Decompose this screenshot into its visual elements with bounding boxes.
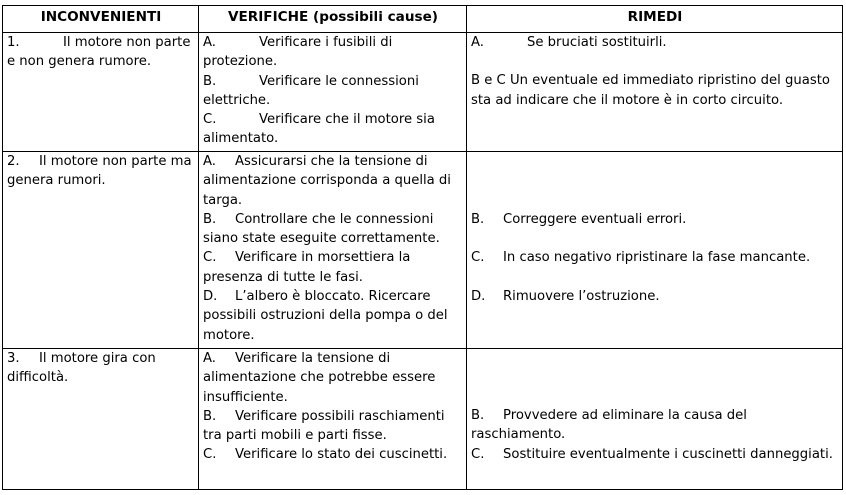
- check-text: Verificare possibili raschiamenti tra parti mobili e parti fisse.: [203, 408, 445, 444]
- check-label: A.: [203, 351, 216, 366]
- check-text: Controllare che le connessioni siano state eseguite correttamente.: [203, 211, 440, 247]
- table-row: [3, 349, 843, 490]
- check-item: [203, 110, 463, 149]
- problem-text: Il motore non parte e non genera rumore.: [7, 35, 191, 70]
- header-rimedi: RIMEDI: [467, 6, 843, 33]
- check-text: Verificare la tensione di alimentazione che potrebbe essere insufficiente.: [203, 351, 436, 405]
- check-label: A.: [203, 154, 216, 169]
- checks-cell: [199, 349, 467, 490]
- header-inconvenienti: INCONVENIENTI: [3, 6, 199, 33]
- remedy-text: Se bruciati sostituirli.: [527, 35, 667, 50]
- remedy-text: Sostituire eventualmente i cuscinetti danneggiati.: [503, 446, 833, 462]
- remedy-text: B e C Un eventuale ed immediato ripristino del guasto sta ad indicare che il motore è in corto circuito.: [471, 73, 830, 108]
- check-item: [203, 349, 463, 407]
- check-label: B.: [203, 408, 217, 424]
- remedies-cell: [467, 349, 843, 490]
- header-row: [3, 6, 843, 33]
- remedy-label: B.: [471, 408, 485, 423]
- check-label: C.: [203, 250, 217, 266]
- table-row: [3, 33, 843, 152]
- problem-text: Il motore non parte ma genera rumori.: [7, 154, 192, 189]
- check-item: [203, 407, 463, 446]
- remedy-label: D.: [471, 288, 486, 304]
- remedy-label: C.: [471, 446, 485, 462]
- problem-number: 1.: [7, 35, 20, 50]
- remedy-text: Correggere eventuali errori.: [503, 212, 687, 227]
- remedy-item: [471, 33, 839, 52]
- check-item: [203, 248, 463, 287]
- check-label: D.: [203, 289, 218, 305]
- remedy-label: B.: [471, 212, 485, 227]
- remedy-item: [471, 210, 839, 229]
- remedy-item: [471, 406, 839, 445]
- check-label: C.: [203, 447, 217, 463]
- remedy-label: C.: [471, 250, 485, 266]
- remedy-label: A.: [471, 35, 484, 50]
- remedy-text: Rimuovere l’ostruzione.: [503, 288, 660, 304]
- check-item: [203, 287, 463, 345]
- troubleshooting-table: [2, 5, 843, 490]
- remedy-item: [471, 445, 839, 464]
- check-label: A.: [203, 35, 216, 50]
- check-text: Verificare i fusibili di protezione.: [203, 35, 393, 70]
- remedy-item: [471, 71, 839, 110]
- check-label: B.: [203, 73, 217, 89]
- check-item: [203, 210, 463, 249]
- problem-number: 3.: [7, 351, 20, 366]
- remedies-cell: [467, 152, 843, 349]
- problem-number: 2.: [7, 154, 20, 169]
- remedies-cell: [467, 33, 843, 152]
- check-label: C.: [203, 112, 217, 128]
- header-verifiche: VERIFICHE (possibili cause): [199, 6, 467, 33]
- check-text: Verificare lo stato dei cuscinetti.: [235, 447, 448, 463]
- remedy-text: In caso negativo ripristinare la fase mancante.: [503, 250, 811, 266]
- checks-cell: [199, 33, 467, 152]
- problem-cell: [3, 349, 199, 490]
- check-label: B.: [203, 211, 217, 227]
- check-text: Assicurarsi che la tensione di alimentazione corrisponda a quella di targa.: [203, 154, 451, 208]
- check-text: L’albero è bloccato. Ricercare possibili ostruzioni della pompa o del motore.: [203, 289, 448, 343]
- remedy-item: [471, 248, 839, 267]
- remedy-item: [471, 287, 839, 306]
- check-item: [203, 445, 463, 464]
- remedy-text: Provvedere ad eliminare la causa del raschiamento.: [471, 408, 747, 443]
- check-item: [203, 72, 463, 111]
- problem-cell: [3, 33, 199, 152]
- check-text: Verificare le connessioni elettriche.: [203, 73, 419, 108]
- check-item: [203, 33, 463, 72]
- problem-text: Il motore gira con difficoltà.: [7, 351, 156, 386]
- check-item: [203, 152, 463, 210]
- table-row: [3, 152, 843, 349]
- check-text: Verificare che il motore sia alimentato.: [203, 112, 435, 147]
- checks-cell: [199, 152, 467, 349]
- check-text: Verificare in morsettiera la presenza di tutte le fasi.: [203, 250, 411, 285]
- problem-cell: [3, 152, 199, 349]
